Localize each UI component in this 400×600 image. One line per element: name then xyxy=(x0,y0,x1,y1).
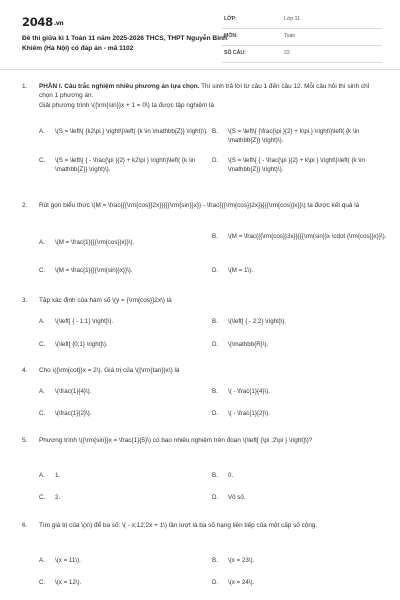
question-text xyxy=(39,82,379,110)
option-text: \(M = \frac{1}{{{\rm{sin}}x}}\). xyxy=(55,267,133,274)
logo-suffix: .vn xyxy=(53,20,64,27)
option-text: \(S = \left\{ {\frac{\pi }{2} + k\pi } \right\}\left( {k \in \mathbb{Z}} \right)\). xyxy=(228,128,360,144)
question-text: Cho \({\rm{cot}}x = 2\). Giá trị của \({\rm{tan}}x\) là xyxy=(39,367,180,374)
option-letter: C. xyxy=(39,494,46,501)
option-text: \(M = 1\). xyxy=(228,267,253,274)
option-letter: C. xyxy=(39,157,46,164)
section-heading: PHẦN I. Câu trắc nghiệm nhiều phương án lựa chọn. xyxy=(39,83,200,90)
option-text: Vô số. xyxy=(228,494,246,501)
option-letter: C. xyxy=(39,341,46,348)
option-letter: D. xyxy=(212,410,219,417)
section-instructions: Thí sinh trả lời từ câu 1 đến câu 12. Mỗi câu hỏi thí sinh chỉ chọn 1 phương án. xyxy=(39,83,370,100)
option-text: 0. xyxy=(228,472,234,479)
option-text: \(M = \frac{1}{{{\rm{cos}}x}}\). xyxy=(55,239,135,246)
option-text: 1. xyxy=(55,472,61,479)
meta-label: LỚP: xyxy=(224,16,237,22)
option-text: \(\frac{1}{4}\). xyxy=(55,388,92,395)
option-letter: D. xyxy=(212,157,219,164)
question-prompt: Giải phương trình \({\rm{sin}}x + 1 = 0\) ta được tập nghiệm là xyxy=(39,101,215,109)
question-number: 5. xyxy=(22,437,28,444)
question-number: 1. xyxy=(22,83,28,90)
option-letter: A. xyxy=(39,472,45,479)
option-text: \(x = 12\). xyxy=(55,579,82,586)
option-text: \(S = \left\{ { - \frac{\pi }{2} + k2\pi } \right\}\left( {k \in \mathbb{Z}} \right)\). xyxy=(55,157,196,173)
option-letter: D. xyxy=(212,579,219,586)
option-letter: A. xyxy=(39,128,45,135)
question-text: Phương trình \({\rm{sin}}x = \frac{1}{5}\) có bao nhiêu nghiệm trên đoạn \(\left[ {\pi ;2\pi } \right]\)? xyxy=(39,437,313,444)
question-number: 3. xyxy=(22,297,28,304)
option-letter: B. xyxy=(212,233,218,240)
option-text: \(\left[ { - 2;2} \right]\). xyxy=(228,318,287,325)
logo-main: 2048 xyxy=(22,15,53,29)
option-letter: A. xyxy=(39,318,45,325)
option-letter: B. xyxy=(212,128,218,135)
meta-label: MÔN: xyxy=(224,33,238,39)
meta-value: Toán xyxy=(284,33,296,39)
option-text: \(\mathbb{R}\). xyxy=(228,341,269,348)
question-number: 2. xyxy=(22,202,28,209)
page-header xyxy=(0,0,400,70)
option-text: \(\frac{1}{2}\). xyxy=(55,410,92,417)
option-letter: B. xyxy=(212,318,218,325)
option-letter: C. xyxy=(39,410,46,417)
meta-table xyxy=(222,12,382,63)
option-text: \( - \frac{1}{2}\). xyxy=(228,410,270,417)
option-letter: D. xyxy=(212,267,219,274)
option-text: \(S = \left\{ { - \frac{\pi }{2} + k\pi } \right\}\left( {k \in \mathbb{Z}} \right)\). xyxy=(228,157,365,173)
meta-value: 22 xyxy=(284,50,290,56)
question-text: Tập xác định của hàm số \(y = {\rm{cos}}2x\) là xyxy=(39,297,172,304)
option-text: \(S = \left\{ {k2\pi } \right\}\left( {k \in \mathbb{Z}} \right)\). xyxy=(55,128,208,135)
option-letter: B. xyxy=(212,388,218,395)
question-text: Tìm giá trị của \(x\) để ba số: \( - x;12;2x + 1\) lần lượt là ba số hạng liên tiếp của một cấp số cộng. xyxy=(39,522,318,529)
option-letter: D. xyxy=(212,341,219,348)
option-letter: B. xyxy=(212,557,218,564)
option-letter: B. xyxy=(212,472,218,479)
option-letter: A. xyxy=(39,239,45,246)
question-number: 6. xyxy=(22,522,28,529)
question-text: Rút gọn biểu thức \(M = \frac{{{\rm{cos}}2x}}{{{\rm{sin}}x}} - \frac{{{\rm{cos}}2x}}{{{\rm{cos}}x}}\) ta được kết quả là xyxy=(39,202,360,209)
option-letter: D. xyxy=(212,494,219,501)
document-title: Đề thi giữa kì 1 Toán 11 năm 2025-2026 THCS, THPT Nguyễn Bỉnh Khiêm (Hà Nội) có đáp án - mã 1102 xyxy=(22,35,228,52)
option-text: \(x = 11\). xyxy=(55,557,81,564)
meta-label: SỐ CÂU: xyxy=(224,50,246,56)
meta-row-class xyxy=(222,12,382,29)
option-letter: C. xyxy=(39,579,46,586)
option-text: \(M = \frac{{{\rm{cos}}3x}}{{{\rm{sin}}x \cdot {\rm{cos}}x}}\). xyxy=(228,233,387,240)
option-letter: A. xyxy=(39,388,45,395)
meta-row-subject xyxy=(222,29,382,46)
option-letter: C. xyxy=(39,267,46,274)
meta-row-count xyxy=(222,46,382,63)
option-text: \(x = 24\). xyxy=(228,579,255,586)
option-text: \(\left[ { - 1;1} \right]\). xyxy=(55,318,114,325)
option-text: 2. xyxy=(55,494,61,501)
site-logo[interactable] xyxy=(22,14,63,31)
option-text: \( - \frac{1}{4}\). xyxy=(228,388,270,395)
question-number: 4. xyxy=(22,367,28,374)
meta-value: Lớp 11 xyxy=(284,16,300,22)
option-text: \(\left[ {0;1} \right]\). xyxy=(55,341,108,348)
option-text: \(x = 23\). xyxy=(228,557,255,564)
option-letter: A. xyxy=(39,557,45,564)
